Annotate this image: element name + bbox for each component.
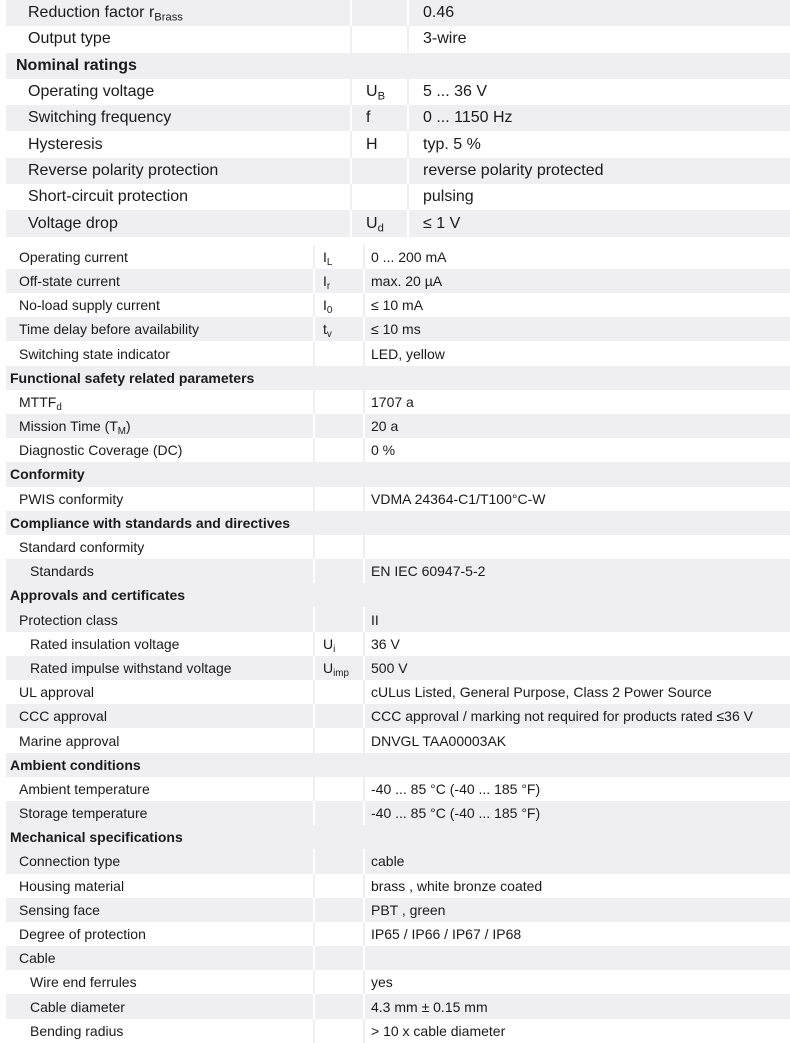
spec-label [6,559,314,583]
spec-symbol-subscript: imp [333,667,349,679]
spec-row [6,487,790,511]
spec-label [6,607,314,631]
spec-symbol-subscript: r [326,280,331,292]
spec-symbol-subscript: i [333,643,336,655]
spec-value: yes [364,970,790,994]
spec-label-text: Voltage drop [28,214,118,232]
spec-label [6,728,314,752]
spec-row [6,607,790,631]
spec-value: 5 ... 36 V [408,79,790,105]
spec-symbol-text: U [366,83,378,101]
spec-symbol [314,946,364,970]
spec-value: 0 ... 1150 Hz [408,105,790,131]
spec-label-text: Switching state indicator [19,345,170,362]
spec-value: PBT , green [364,898,790,922]
spec-value: -40 ... 85 °C (-40 ... 185 °F) [364,777,790,801]
spec-row [6,849,790,873]
spec-symbol [314,777,364,801]
spec-row [6,946,790,970]
spec-value: IP65 / IP66 / IP67 / IP68 [364,922,790,946]
section-header: Conformity [6,462,790,486]
section-header-row [6,825,790,849]
spec-symbol [314,656,364,680]
spec-label [6,632,314,656]
spec-label-text: Rated insulation voltage [30,635,180,652]
spec-label [6,849,314,873]
spec-table-bottom [6,245,790,1043]
spec-symbol [314,632,364,656]
spec-value: ≤ 10 ms [364,317,790,341]
spec-label [6,1019,314,1043]
spec-symbol [351,210,408,236]
spec-value: typ. 5 % [408,131,790,157]
spec-label [6,801,314,825]
spec-label-text: Connection type [19,853,121,870]
spec-symbol-text: f [366,109,371,127]
spec-label-text: Rated impulse withstand voltage [30,659,232,676]
section-header: Nominal ratings [6,53,790,79]
section-header: Ambient conditions [6,753,790,777]
spec-label-text: Marine approval [19,732,120,749]
spec-symbol [314,390,364,414]
spec-label-text: UL approval [19,684,94,701]
spec-label-text: Hysteresis [28,135,103,153]
spec-symbol [351,0,408,26]
spec-label [6,105,351,131]
spec-symbol [351,105,408,131]
section-header: Approvals and certificates [6,583,790,607]
spec-symbol [314,680,364,704]
spec-label [6,390,314,414]
spec-symbol-text: U [323,659,334,676]
spec-label-text: Protection class [19,611,118,628]
spec-label-text: Output type [28,30,111,48]
spec-value: 500 V [364,656,790,680]
spec-symbol-subscript: L [326,256,333,268]
section-header: Compliance with standards and directives [6,511,790,535]
section-header-row [6,53,790,79]
spec-label [6,184,351,210]
spec-row [6,728,790,752]
spec-label [6,131,351,157]
spec-label-text: CCC approval [19,708,107,725]
spec-symbol-text: I [323,297,327,314]
section-header-row [6,753,790,777]
spec-value: EN IEC 60947-5-2 [364,559,790,583]
spec-row [6,158,790,184]
spec-value: 3-wire [408,26,790,52]
spec-symbol-text: U [323,635,334,652]
spec-row [6,1019,790,1043]
spec-label [6,680,314,704]
spec-row [6,131,790,157]
spec-symbol-subscript: v [326,329,332,341]
spec-row [6,970,790,994]
spec-symbol [314,269,364,293]
spec-value: > 10 x cable diameter [364,1019,790,1043]
spec-label [6,922,314,946]
spec-value: cable [364,849,790,873]
spec-row [6,994,790,1018]
section-header: Mechanical specifications [6,825,790,849]
spec-symbol [314,535,364,559]
spec-row [6,26,790,52]
spec-value: 36 V [364,632,790,656]
spec-row [6,777,790,801]
spec-symbol-subscript: 0 [326,305,333,317]
spec-row [6,0,790,26]
spec-symbol [314,898,364,922]
spec-label [6,487,314,511]
spec-symbol-text: U [366,214,378,232]
spec-label-text: Mission Time (T [19,418,118,435]
spec-symbol [314,704,364,728]
spec-symbol-text: I [323,272,327,289]
spec-symbol [314,970,364,994]
spec-row [6,874,790,898]
spec-label [6,269,314,293]
spec-value: -40 ... 85 °C (-40 ... 185 °F) [364,801,790,825]
spec-value: 0 % [364,438,790,462]
spec-value [364,946,790,970]
spec-symbol [314,293,364,317]
section-header: Functional safety related parameters [6,366,790,390]
spec-label [6,898,314,922]
spec-label [6,438,314,462]
spec-label [6,414,314,438]
spec-symbol-subscript: B [377,90,386,103]
spec-symbol [314,341,364,365]
spec-label [6,0,351,26]
spec-symbol [351,79,408,105]
spec-value: max. 20 µA [364,269,790,293]
spec-value: pulsing [408,184,790,210]
spec-label-text: Cable diameter [30,998,125,1015]
spec-label-text: Sensing face [19,901,100,918]
spec-label-text: Switching frequency [28,109,172,127]
spec-label [6,210,351,236]
spec-label-text: No-load supply current [19,297,160,314]
spec-label-text: Diagnostic Coverage (DC) [19,442,183,459]
spec-row [6,245,790,269]
spec-label [6,26,351,52]
spec-label-text: Housing material [19,877,125,894]
spec-symbol-subscript: d [377,221,384,234]
spec-row [6,632,790,656]
spec-symbol [314,559,364,583]
spec-label-text: Time delay before availability [19,321,200,338]
spec-label-text: Standard conformity [19,539,145,556]
spec-label [6,245,314,269]
spec-symbol [314,922,364,946]
spec-row [6,438,790,462]
spec-row [6,414,790,438]
spec-label-text: Operating voltage [28,83,155,101]
spec-value: cULus Listed, General Purpose, Class 2 Power Source [364,680,790,704]
spec-label-text: Cable [19,950,56,967]
spec-symbol-text: t [323,321,327,338]
spec-label [6,293,314,317]
spec-row [6,317,790,341]
spec-value: II [364,607,790,631]
spec-value: ≤ 1 V [408,210,790,236]
spec-row [6,341,790,365]
spec-label [6,777,314,801]
spec-value: brass , white bronze coated [364,874,790,898]
section-header-row [6,511,790,535]
spec-symbol [351,26,408,52]
spec-label [6,341,314,365]
spec-row [6,559,790,583]
spec-row [6,922,790,946]
spec-value: ≤ 10 mA [364,293,790,317]
spec-label-text: Wire end ferrules [30,974,137,991]
spec-label [6,317,314,341]
spec-label-text: Reduction factor r [28,4,155,22]
spec-row [6,269,790,293]
spec-symbol [314,438,364,462]
spec-table-top [6,0,790,237]
spec-label [6,704,314,728]
spec-label-text: Reverse polarity protection [28,161,219,179]
spec-row [6,210,790,236]
spec-symbol [314,607,364,631]
spec-value: 20 a [364,414,790,438]
spec-symbol [351,158,408,184]
spec-row [6,680,790,704]
spec-row [6,184,790,210]
spec-label-text: Degree of protection [19,926,146,943]
spec-value [364,535,790,559]
spec-value: CCC approval / marking not required for products rated ≤36 V [364,704,790,728]
spec-label [6,994,314,1018]
spec-value: 4.3 mm ± 0.15 mm [364,994,790,1018]
spec-label-text: Standards [30,563,94,580]
spec-label [6,79,351,105]
spec-label [6,874,314,898]
spec-symbol [314,414,364,438]
spec-row [6,293,790,317]
spec-label-suffix: ) [125,418,131,435]
spec-value: LED, yellow [364,341,790,365]
section-header-row [6,462,790,486]
spec-symbol [314,1019,364,1043]
spec-symbol [351,184,408,210]
spec-label-text: Off-state current [19,272,120,289]
section-header-row [6,583,790,607]
spec-symbol [314,849,364,873]
spec-symbol [314,994,364,1018]
spec-row [6,704,790,728]
spec-symbol [314,317,364,341]
spec-value: VDMA 24364-C1/T100°C-W [364,487,790,511]
spec-row [6,898,790,922]
spec-label [6,158,351,184]
spec-label-text: Ambient temperature [19,780,150,797]
spec-value: reverse polarity protected [408,158,790,184]
spec-row [6,656,790,680]
spec-label [6,535,314,559]
spec-label-text: MTTF [19,393,57,410]
spec-symbol [314,801,364,825]
spec-row [6,79,790,105]
spec-symbol [314,874,364,898]
spec-value: DNVGL TAA00003AK [364,728,790,752]
spec-label-subscript: M [117,426,126,438]
spec-label-subscript: Brass [154,11,183,24]
spec-label-subscript: d [56,401,62,413]
spec-symbol [351,131,408,157]
spec-label-text: PWIS conformity [19,490,124,507]
spec-symbol [314,487,364,511]
spec-label-text: Storage temperature [19,805,148,822]
spec-value: 0 ... 200 mA [364,245,790,269]
spec-symbol-text: H [366,135,378,153]
spec-label-text: Operating current [19,248,128,265]
section-header-row [6,366,790,390]
spec-value: 0.46 [408,0,790,26]
spec-label [6,946,314,970]
spec-row [6,390,790,414]
spec-label-text: Bending radius [30,1022,124,1039]
spec-label [6,970,314,994]
spec-row [6,801,790,825]
spec-row [6,535,790,559]
spec-label [6,656,314,680]
spec-row [6,105,790,131]
spec-label-text: Short-circuit protection [28,188,189,206]
spec-symbol [314,245,364,269]
spec-symbol-text: I [323,248,327,265]
spec-symbol [314,728,364,752]
spec-value: 1707 a [364,390,790,414]
